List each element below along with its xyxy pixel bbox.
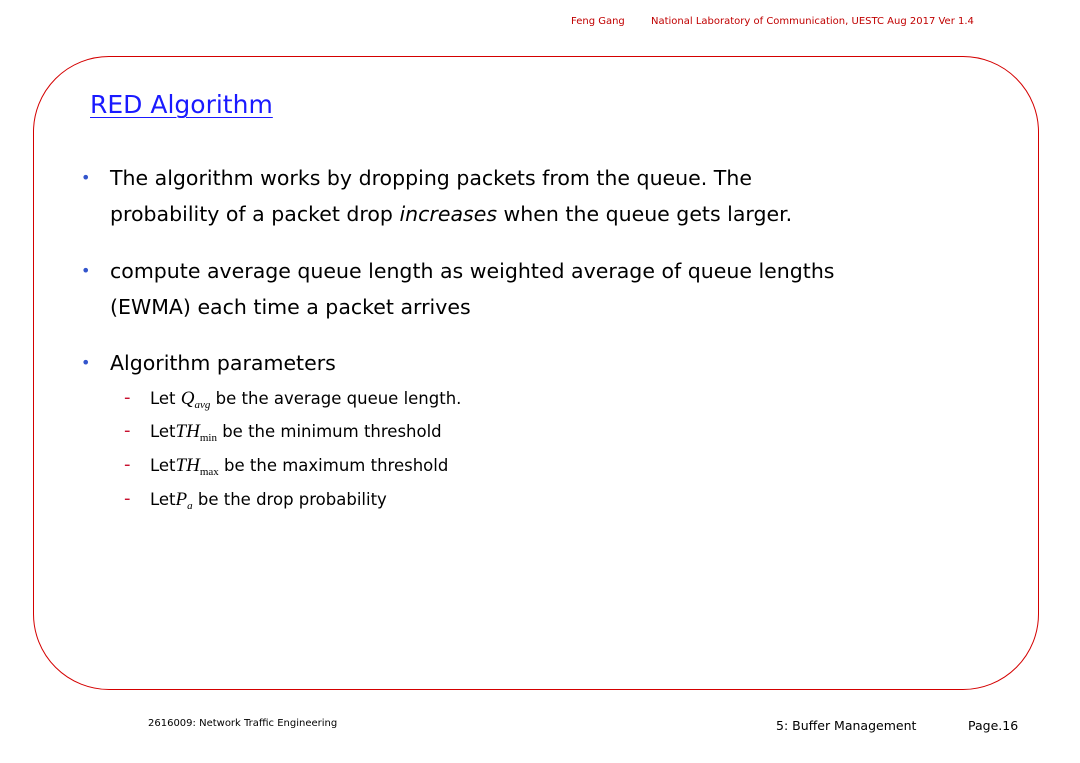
math-subscript: a xyxy=(187,500,193,512)
param-text: Let xyxy=(150,490,176,509)
bullet-dot-icon: • xyxy=(81,168,91,187)
math-subscript: avg xyxy=(194,399,211,411)
header-lab-info: National Laboratory of Communication, UESTC Aug 2017 Ver 1.4 xyxy=(651,16,974,27)
math-subscript: max xyxy=(199,466,219,478)
math-variable: P xyxy=(175,489,188,510)
bullet-text-line: The algorithm works by dropping packets from the queue. The xyxy=(110,166,752,190)
bullet-item xyxy=(81,160,1010,232)
param-text: Let xyxy=(150,422,176,441)
dash-bullet-icon: - xyxy=(124,488,131,509)
bullet-text-line xyxy=(110,196,1010,232)
math-variable: TH xyxy=(175,455,200,476)
slide-header xyxy=(0,16,1080,36)
param-text: be the average queue length. xyxy=(210,389,462,408)
param-item xyxy=(124,486,910,520)
math-symbol xyxy=(176,489,193,510)
dash-bullet-icon: - xyxy=(124,387,131,408)
param-text: be the drop probability xyxy=(192,490,387,509)
footer-course: 2616009: Network Traffic Engineering xyxy=(148,718,338,729)
footer-chapter: 5: Buffer Management xyxy=(776,718,917,733)
dash-bullet-icon: - xyxy=(124,454,131,475)
param-item xyxy=(124,385,910,419)
bullet-text-segment: when the queue gets larger. xyxy=(497,202,793,226)
math-symbol xyxy=(181,388,211,409)
param-text: Let xyxy=(150,456,176,475)
math-variable: TH xyxy=(175,421,200,442)
param-item xyxy=(124,418,910,452)
bullet-item xyxy=(81,253,1010,325)
bullet-emphasis: increases xyxy=(399,202,498,226)
math-subscript: min xyxy=(199,432,217,444)
bullet-dot-icon: • xyxy=(81,261,91,280)
footer-page-number: Page.16 xyxy=(968,718,1019,733)
bullet-text-segment: probability of a packet drop xyxy=(110,202,400,226)
bullet-text-line: Algorithm parameters xyxy=(110,351,336,375)
bullet-dot-icon: • xyxy=(81,353,91,372)
bullet-text-line: compute average queue length as weighted average of queue lengths xyxy=(110,259,835,283)
math-symbol xyxy=(176,421,217,442)
param-text: be the minimum threshold xyxy=(216,422,442,441)
param-text: Let xyxy=(150,389,181,408)
param-text: be the maximum threshold xyxy=(218,456,449,475)
dash-bullet-icon: - xyxy=(124,420,131,441)
param-item xyxy=(124,452,910,486)
bullet-item xyxy=(81,345,1010,381)
slide-title: RED Algorithm xyxy=(90,90,273,119)
math-symbol xyxy=(176,455,219,476)
header-author: Feng Gang xyxy=(571,16,625,27)
bullet-text-line: (EWMA) each time a packet arrives xyxy=(110,295,471,319)
math-variable: Q xyxy=(180,388,195,409)
